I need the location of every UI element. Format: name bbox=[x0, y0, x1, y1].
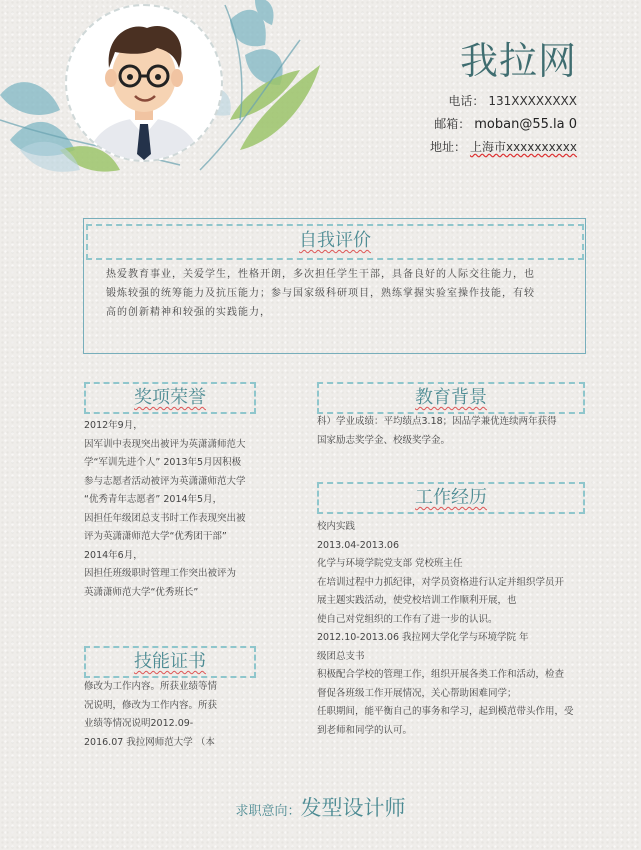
skills-line: 修改为工作内容。所获业绩等情 bbox=[84, 681, 218, 692]
skills-title-box bbox=[84, 646, 256, 678]
phone-line bbox=[448, 92, 577, 109]
awards-line: 2014年6月， bbox=[84, 549, 143, 561]
awards-line: 学“军训先进个人” 2013年5月因积极 bbox=[84, 457, 242, 468]
self-eval-title: 自我评价 bbox=[299, 230, 371, 251]
job-intent bbox=[0, 792, 641, 822]
work-line: 2013.04-2013.06 bbox=[317, 539, 399, 551]
address-label: 地址： bbox=[429, 140, 466, 154]
awards-line: 英潇潇师范大学“优秀班长” bbox=[84, 586, 199, 598]
self-eval-line: 锻炼较强的统筹能力及抗压能力；参与国家级科研项目，熟练掌握实验室操作技能，有较 bbox=[106, 288, 535, 299]
phone-value: 131XXXXXXXX bbox=[488, 94, 577, 108]
skills-line: 2016.07 我拉网师范大学 （本 bbox=[84, 736, 215, 748]
work-line: 2012.10-2013.06 我拉网大学化学与环境学院 年 bbox=[317, 632, 529, 643]
awards-line: 参与志愿者活动被评为英潇潇师范大学 bbox=[84, 475, 246, 487]
self-eval-line: 高的创新精神和较强的实践能力， bbox=[106, 307, 271, 318]
work-line: 在培训过程中力抓纪律，对学员资格进行认定并组织学员开 bbox=[317, 576, 565, 588]
work-text bbox=[317, 518, 574, 740]
skills-title: 技能证书 bbox=[134, 651, 206, 672]
self-eval-line: 热爱教育事业，关爱学生，性格开朗，多次担任学生干部，具备良好的人际交往能力，也 bbox=[106, 269, 535, 280]
work-title-box bbox=[317, 482, 585, 514]
awards-line: 因军训中表现突出被评为英潇潇师范大 bbox=[84, 438, 246, 450]
education-text bbox=[317, 413, 557, 450]
work-line: 积极配合学校的管理工作，组织开展各类工作和活动，检查 bbox=[317, 669, 565, 680]
education-line: 国家励志奖学金、校级奖学金。 bbox=[317, 434, 451, 446]
email-value: moban@55.la 0 bbox=[474, 117, 577, 132]
email-line bbox=[434, 115, 577, 132]
awards-line: “优秀青年志愿者” 2014年5月， bbox=[84, 494, 223, 505]
work-line: 到老师和同学的认可。 bbox=[317, 724, 413, 736]
name-title: 我拉网 bbox=[459, 39, 577, 83]
work-line: 校内实践 bbox=[317, 521, 356, 532]
work-line: 展主题实践活动，使党校培训工作顺利开展，也 bbox=[317, 595, 517, 606]
job-intent-label: 求职意向： bbox=[235, 804, 301, 819]
work-line: 级团总支书 bbox=[317, 650, 365, 662]
skills-line: 业绩等情况说明2012.09- bbox=[84, 718, 194, 729]
awards-line: 2012年9月， bbox=[84, 420, 143, 431]
awards-text bbox=[84, 417, 246, 602]
work-line: 任职期间，能平衡自己的事务和学习，起到模范带头作用，受 bbox=[317, 706, 574, 717]
awards-line: 评为英潇潇师范大学“优秀团干部” bbox=[84, 531, 227, 542]
awards-line: 因担任班级职时管理工作突出被评为 bbox=[84, 568, 237, 579]
phone-label: 电话： bbox=[448, 94, 485, 108]
awards-line: 因担任年级团总支书时工作表现突出被 bbox=[84, 512, 246, 524]
education-title: 教育背景 bbox=[415, 387, 487, 408]
job-intent-value: 发型设计师 bbox=[300, 796, 406, 820]
self-eval-title-box bbox=[86, 224, 584, 260]
awards-title: 奖项荣誉 bbox=[134, 387, 206, 408]
self-eval-text bbox=[106, 265, 568, 322]
education-line: 科）学业成绩：平均绩点3.18；因品学兼优连续两年获得 bbox=[317, 416, 557, 427]
work-line: 化学与环境学院党支部 党校班主任 bbox=[317, 558, 463, 569]
skills-line: 况说明，修改为工作内容。所获 bbox=[84, 699, 218, 711]
avatar-illustration bbox=[67, 6, 221, 160]
address-value: 上海市xxxxxxxxxx bbox=[469, 140, 577, 154]
avatar bbox=[65, 4, 223, 162]
education-title-box bbox=[317, 382, 585, 414]
email-label: 邮箱： bbox=[434, 117, 471, 131]
skills-text bbox=[84, 678, 217, 752]
address-line bbox=[430, 138, 577, 155]
awards-title-box bbox=[84, 382, 256, 414]
work-line: 使自己对党组织的工作有了进一步的认识。 bbox=[317, 613, 498, 625]
work-line: 督促各班级工作开展情况，关心帮助困难同学； bbox=[317, 687, 517, 699]
work-title: 工作经历 bbox=[415, 487, 487, 508]
